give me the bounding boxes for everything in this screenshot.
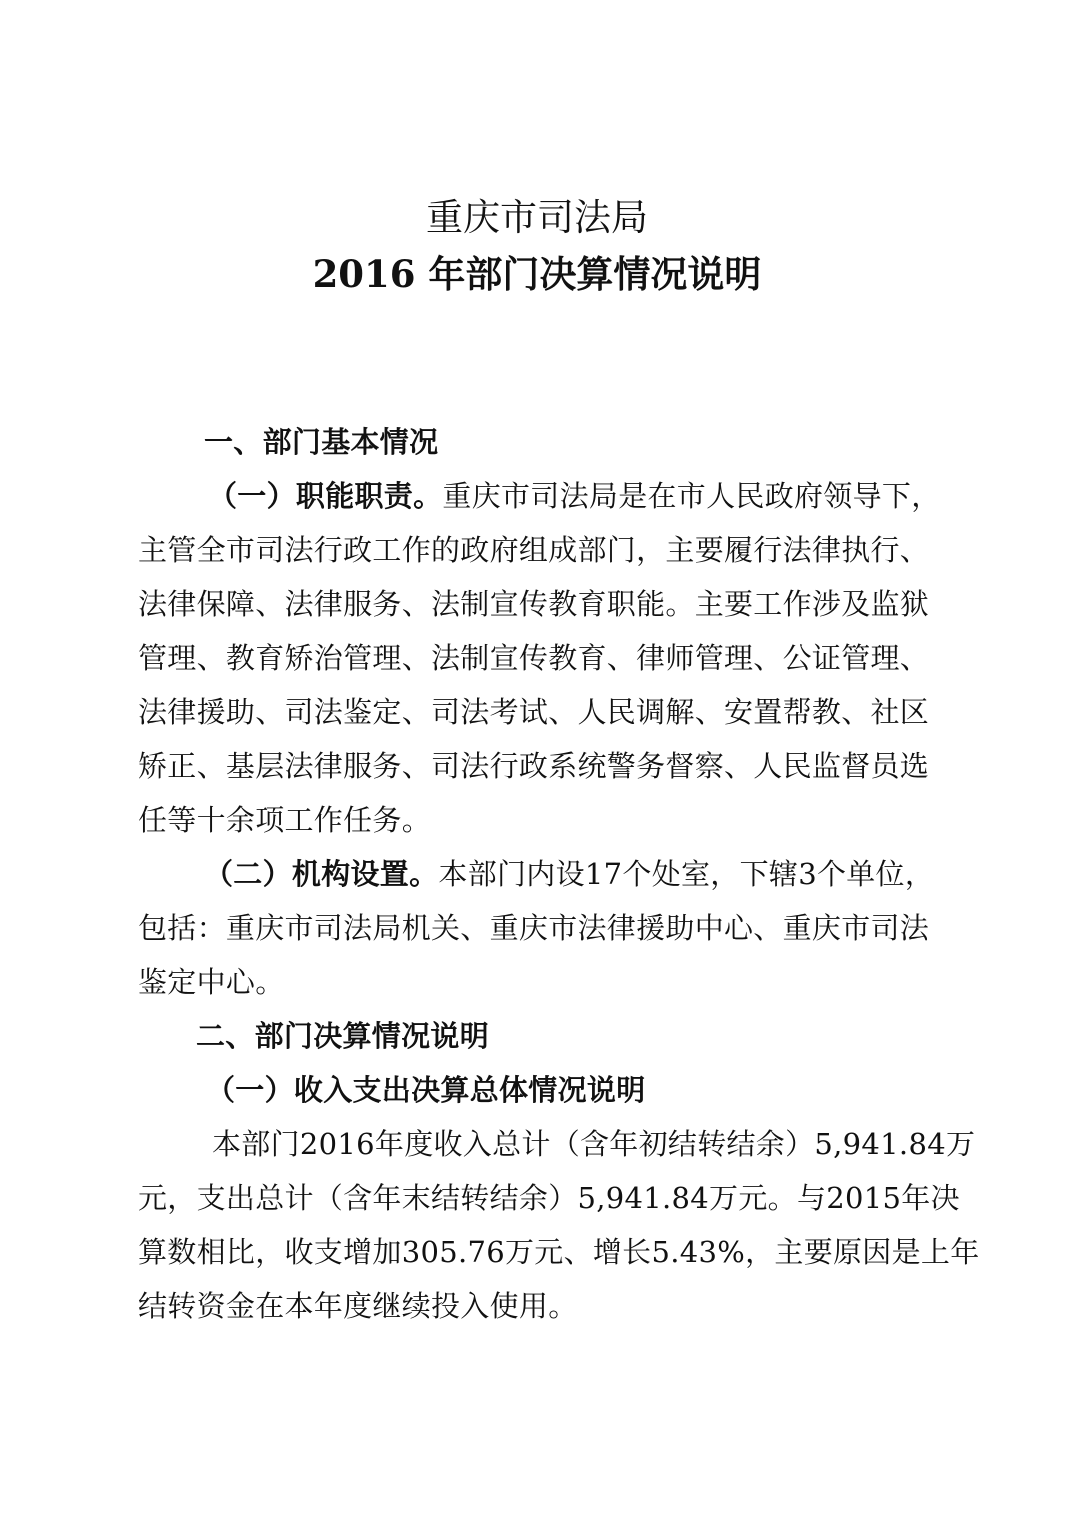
functions-text-1: 重庆市司法局是在市人民政府领导下， xyxy=(442,479,941,513)
summary-paragraph-line-2: 元，支出总计（含年末结转结余）5,941.84万元。与2015年决 xyxy=(138,1181,960,1215)
structure-label: （二）机构设置。 xyxy=(204,857,439,891)
section2-heading: 二、部门决算情况说明 xyxy=(196,1019,490,1053)
functions-label: （一）职能职责。 xyxy=(208,479,443,513)
structure-text-1: 本部门内设17个处室，下辖3个单位， xyxy=(438,857,935,891)
structure-paragraph-line-3: 鉴定中心。 xyxy=(138,965,285,999)
document-title: 重庆市司法局 xyxy=(426,196,648,239)
section2-sub1-heading: （一）收入支出决算总体情况说明 xyxy=(206,1073,646,1107)
functions-paragraph-line-2: 主管全市司法行政工作的政府组成部门，主要履行法律执行、 xyxy=(138,533,930,567)
functions-paragraph-line-7: 任等十余项工作任务。 xyxy=(138,803,432,837)
structure-paragraph-line-1 xyxy=(204,854,934,894)
document-subtitle: 2016 年部门决算情况说明 xyxy=(312,252,762,296)
section1-heading: 一、部门基本情况 xyxy=(204,425,439,459)
functions-paragraph-line-4: 管理、教育矫治管理、法制宣传教育、律师管理、公证管理、 xyxy=(138,641,930,675)
summary-paragraph-line-3: 算数相比，收支增加305.76万元、增长5.43%，主要原因是上年 xyxy=(138,1235,980,1269)
summary-paragraph-line-4: 结转资金在本年度继续投入使用。 xyxy=(138,1289,578,1323)
functions-paragraph-line-1 xyxy=(208,476,941,516)
functions-paragraph-line-3: 法律保障、法律服务、法制宣传教育职能。主要工作涉及监狱 xyxy=(138,587,930,621)
functions-paragraph-line-6: 矫正、基层法律服务、司法行政系统警务督察、人民监督员选 xyxy=(138,749,930,783)
summary-paragraph-line-1: 本部门2016年度收入总计（含年初结转结余）5,941.84万 xyxy=(212,1127,976,1161)
structure-paragraph-line-2: 包括：重庆市司法局机关、重庆市法律援助中心、重庆市司法 xyxy=(138,911,930,945)
functions-paragraph-line-5: 法律援助、司法鉴定、司法考试、人民调解、安置帮教、社区 xyxy=(138,695,930,729)
